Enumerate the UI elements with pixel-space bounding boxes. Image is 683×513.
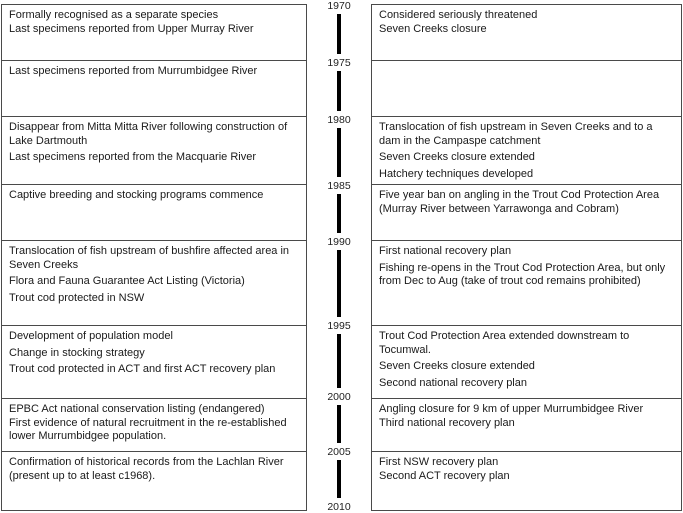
timeline-event: Trout cod protected in NSW <box>9 291 145 304</box>
year-label: 1985 <box>327 180 351 192</box>
timeline-segment <box>337 14 341 54</box>
year-label: 1990 <box>327 236 351 248</box>
timeline-event: Considered seriously threatened <box>379 9 538 21</box>
timeline-event: Captive breeding and stocking programs commence <box>9 189 264 201</box>
timeline-segment <box>337 71 341 111</box>
timeline-segment <box>337 194 341 233</box>
right-cell-row-5 <box>371 325 682 399</box>
right-cell-row-2 <box>371 116 682 185</box>
year-label: 2010 <box>327 501 351 513</box>
timeline-event: Last specimens reported from the Macquarie River <box>9 151 256 163</box>
timeline-axis <box>307 0 371 512</box>
timeline-event: Change in stocking strategy <box>9 346 145 359</box>
timeline-event: First national recovery plan <box>379 245 512 257</box>
timeline-event: Five year ban on angling in the Trout Cod Protection Area (Murray River between Yarrawonga and Cobram) <box>379 189 660 215</box>
timeline-event: Translocation of fish upstream in Seven Creeks and to a dam in the Campaspe catchment <box>379 121 653 147</box>
timeline-event: Trout Cod Protection Area extended downstream to Tocumwal. <box>379 330 630 356</box>
timeline-event: Angling closure for 9 km of upper Murrumbidgee River <box>379 403 644 415</box>
timeline-event: Seven Creeks closure extended <box>379 151 535 163</box>
left-cell-row-1 <box>1 60 307 117</box>
right-cell-row-4 <box>371 240 682 326</box>
right-cell-row-0 <box>371 4 682 61</box>
left-cell-row-3 <box>1 184 307 241</box>
timeline-segment <box>337 250 341 317</box>
timeline-event: Last specimens reported from Murrumbidgee River <box>9 65 258 77</box>
timeline-event: First evidence of natural recruitment in the re-established lower Murrumbidgee population. <box>9 416 287 442</box>
year-label: 1970 <box>327 0 351 12</box>
right-cell-row-3 <box>371 184 682 241</box>
year-label: 1975 <box>327 57 351 69</box>
timeline-event: Hatchery techniques developed <box>379 167 534 180</box>
timeline-event: Translocation of fish upstream of bushfire affected area in Seven Creeks <box>9 245 290 271</box>
timeline-event: Flora and Fauna Guarantee Act Listing (Victoria) <box>9 275 245 287</box>
timeline-segment <box>337 460 341 498</box>
year-label: 1980 <box>327 114 351 126</box>
left-cell-row-4 <box>1 240 307 326</box>
left-cell-row-7 <box>1 451 307 511</box>
timeline-segment <box>337 405 341 443</box>
timeline-event: Seven Creeks closure extended <box>379 360 535 372</box>
year-label: 2005 <box>327 446 351 458</box>
timeline-event: Seven Creeks closure <box>379 22 487 35</box>
timeline-event: Confirmation of historical records from the Lachlan River (present up to at least c1968). <box>9 456 284 482</box>
timeline-event: Formally recognised as a separate species <box>9 9 219 21</box>
timeline-segment <box>337 128 341 177</box>
timeline-event: Development of population model <box>9 330 173 342</box>
timeline-event: Second ACT recovery plan <box>379 469 510 482</box>
timeline-event: Last specimens reported from Upper Murray River <box>9 22 254 35</box>
right-cell-row-7 <box>371 451 682 511</box>
year-label: 2000 <box>327 391 351 403</box>
timeline-segment <box>337 334 341 388</box>
timeline-event: EPBC Act national conservation listing (endangered) <box>9 403 265 415</box>
left-cell-row-5 <box>1 325 307 399</box>
left-cell-row-2 <box>1 116 307 185</box>
timeline-event: Third national recovery plan <box>379 416 515 429</box>
timeline-event: Disappear from Mitta Mitta River following construction of Lake Dartmouth <box>9 121 288 147</box>
timeline-event: First NSW recovery plan <box>379 456 499 468</box>
right-cell-row-6 <box>371 398 682 452</box>
right-cell-row-1 <box>371 60 682 117</box>
year-label: 1995 <box>327 320 351 332</box>
timeline-event: Second national recovery plan <box>379 376 527 389</box>
timeline-event: Fishing re-opens in the Trout Cod Protection Area, but only from Dec to Aug (take of trout cod remains prohibited) <box>379 261 666 287</box>
left-cell-row-0 <box>1 4 307 61</box>
timeline-event: Trout cod protected in ACT and first ACT recovery plan <box>9 363 276 375</box>
left-cell-row-6 <box>1 398 307 452</box>
